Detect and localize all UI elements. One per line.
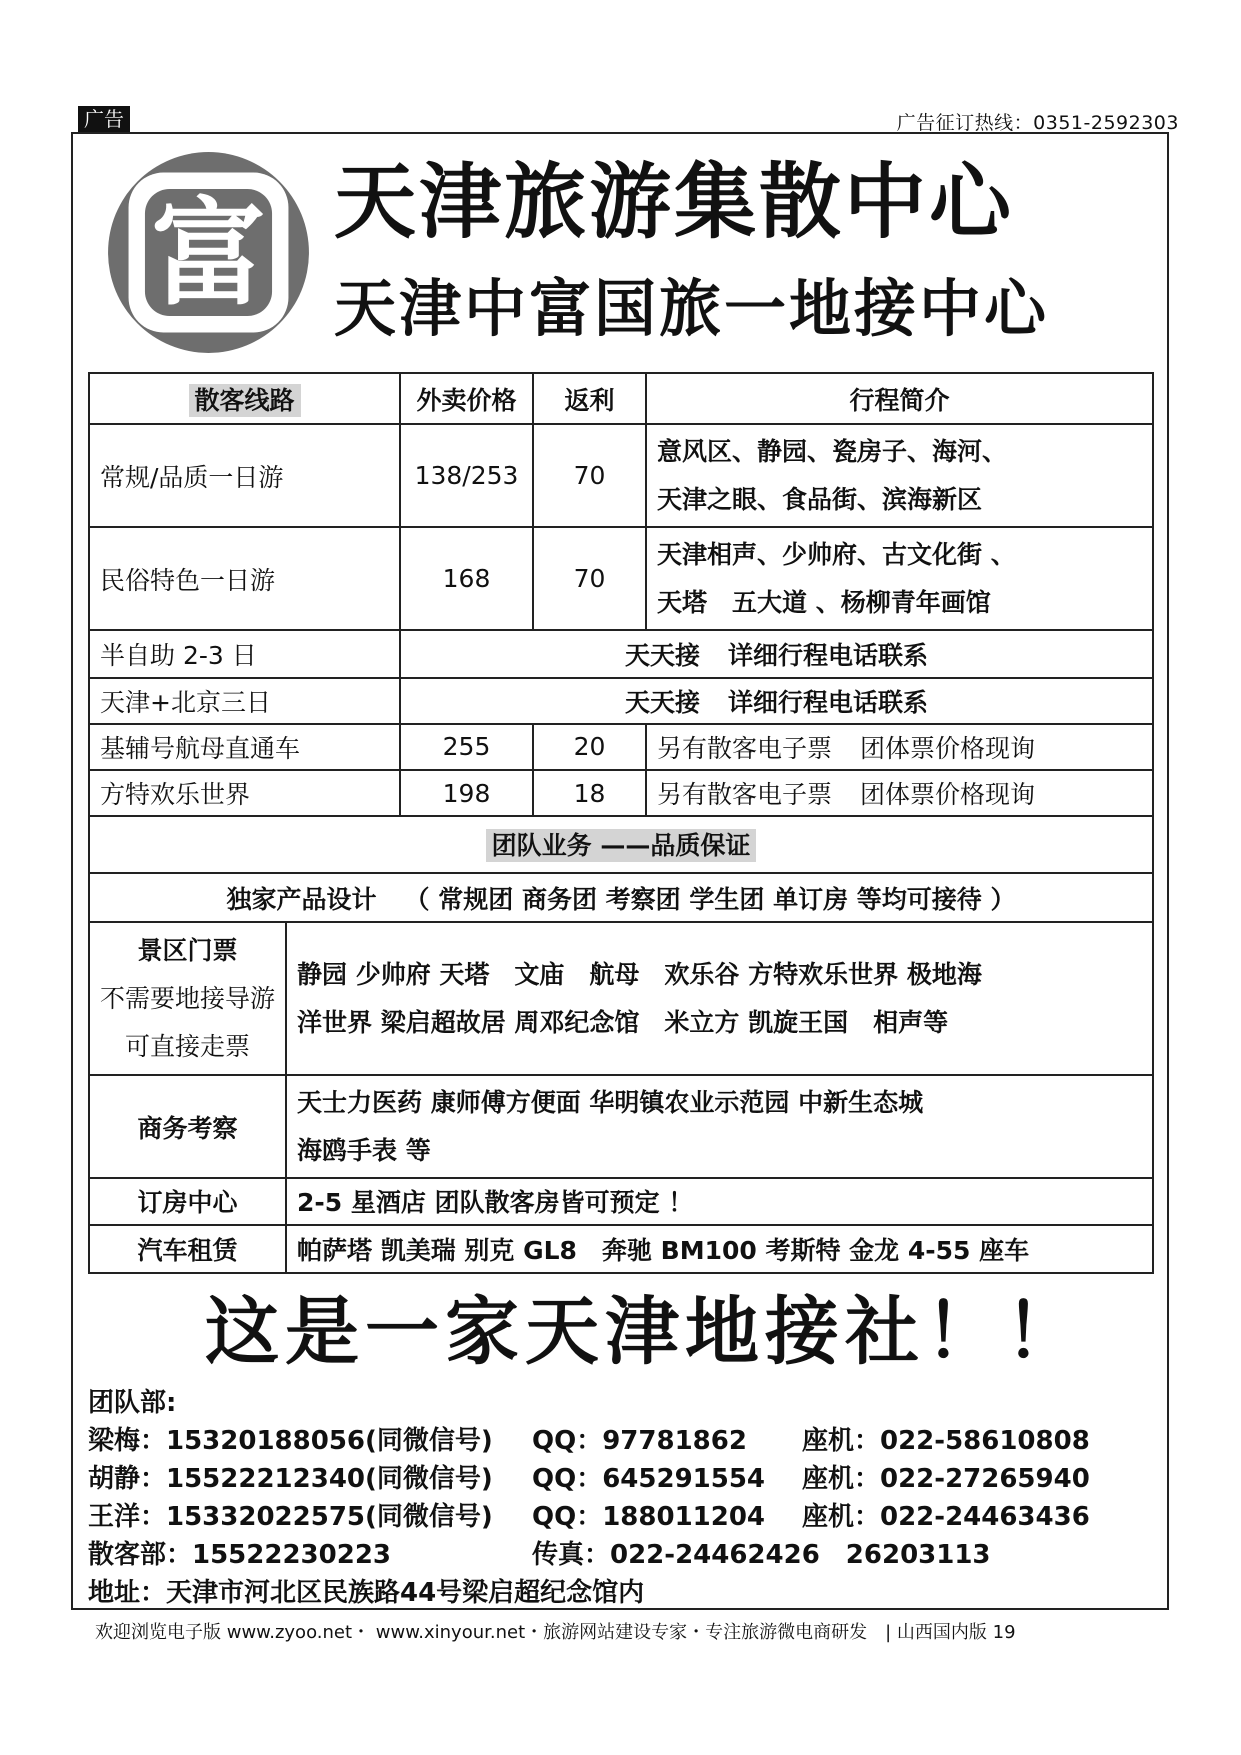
table-row bbox=[89, 724, 1153, 770]
table-row bbox=[89, 424, 1153, 527]
header-rebate: 返利 bbox=[533, 373, 646, 424]
route-merged-note: 天天接 详细行程电话联系 bbox=[400, 630, 1153, 677]
page-footer: 欢迎浏览电子版 www.zyoo.net・ www.xinyour.net・旅游网站建设专家・专注旅游微电商研发 | 山西国内版 19 bbox=[95, 1622, 1016, 1643]
route-note: 另有散客电子票 团体票价格现询 bbox=[646, 724, 1153, 770]
contact-row bbox=[88, 1498, 1158, 1536]
logo-char: 富 bbox=[151, 187, 266, 322]
contact-landline: 座机：022-27265940 bbox=[802, 1464, 1090, 1494]
ad-hotline: 广告征订热线：0351-2592303 bbox=[896, 112, 1179, 134]
contact-qq: QQ：97781862 bbox=[532, 1426, 747, 1456]
table-header-row bbox=[89, 373, 1153, 424]
section-label: 景区门票 不需要地接导游 可直接走票 bbox=[89, 922, 286, 1075]
contact-landline: 座机：022-58610808 bbox=[802, 1426, 1090, 1456]
section-label: 订房中心 bbox=[89, 1178, 286, 1224]
route-desc: 天津相声、少帅府、古文化街 、 天塔 五大道 、杨柳青年画馆 bbox=[646, 527, 1153, 630]
section-row bbox=[89, 1225, 1153, 1273]
header-price: 外卖价格 bbox=[400, 373, 533, 424]
route-name: 基辅号航母直通车 bbox=[89, 724, 400, 770]
route-note: 另有散客电子票 团体票价格现询 bbox=[646, 770, 1153, 816]
sub-title: 天津中富国旅一地接中心 bbox=[334, 272, 1050, 345]
contacts-block bbox=[88, 1384, 1158, 1612]
exclusive-design: 独家产品设计 （ 常规团 商务团 考察团 学生团 单订房 等均可接待 ） bbox=[89, 873, 1153, 922]
address: 地址：天津市河北区民族路44号梁启超纪念馆内 bbox=[88, 1578, 645, 1608]
tour-table bbox=[88, 372, 1154, 1274]
fax: 传真：022-24462426 26203113 bbox=[532, 1540, 991, 1570]
route-name: 民俗特色一日游 bbox=[89, 527, 400, 630]
route-price: 198 bbox=[400, 770, 533, 816]
section-label: 汽车租赁 bbox=[89, 1225, 286, 1273]
section-detail: 天士力医药 康师傅方便面 华明镇农业示范园 中新生态城 海鸥手表 等 bbox=[286, 1075, 1153, 1178]
section-detail: 静园 少帅府 天塔 文庙 航母 欢乐谷 方特欢乐世界 极地海 洋世界 梁启超故居 周邓纪念馆 米立方 凯旋王国 相声等 bbox=[286, 922, 1153, 1075]
route-desc: 意风区、静园、瓷房子、海河、 天津之眼、食品街、滨海新区 bbox=[646, 424, 1153, 527]
exclusive-row bbox=[89, 873, 1153, 922]
retail-row bbox=[88, 1536, 1158, 1574]
contact-mobile: 王洋：15332022575(同微信号) bbox=[88, 1502, 493, 1532]
table-row bbox=[89, 527, 1153, 630]
contact-landline: 座机：022-24463436 bbox=[802, 1502, 1090, 1532]
route-rebate: 70 bbox=[533, 424, 646, 527]
route-merged-note: 天天接 详细行程电话联系 bbox=[400, 678, 1153, 724]
route-rebate: 18 bbox=[533, 770, 646, 816]
route-name: 半自助 2-3 日 bbox=[89, 630, 400, 677]
contact-mobile: 梁梅：15320188056(同微信号) bbox=[88, 1426, 493, 1456]
team-heading: 团队业务 ——品质保证 bbox=[89, 816, 1153, 873]
ad-tag: 广告 bbox=[78, 106, 130, 132]
team-heading-row bbox=[89, 816, 1153, 873]
contacts-heading: 团队部: bbox=[88, 1388, 177, 1418]
route-price: 138/253 bbox=[400, 424, 533, 527]
header-route: 散客线路 bbox=[89, 373, 400, 424]
table-row bbox=[89, 630, 1153, 677]
table-row bbox=[89, 770, 1153, 816]
contact-qq: QQ：645291554 bbox=[532, 1464, 766, 1494]
route-name: 天津+北京三日 bbox=[89, 678, 400, 724]
retail-phone: 散客部：15522230223 bbox=[88, 1540, 391, 1570]
section-row bbox=[89, 1075, 1153, 1178]
contact-row bbox=[88, 1460, 1158, 1498]
section-detail: 帕萨塔 凯美瑞 别克 GL8 奔驰 BM100 考斯特 金龙 4-55 座车 bbox=[286, 1225, 1153, 1273]
route-rebate: 20 bbox=[533, 724, 646, 770]
section-detail: 2-5 星酒店 团队散客房皆可预定 ！ bbox=[286, 1178, 1153, 1224]
route-price: 255 bbox=[400, 724, 533, 770]
section-label: 商务考察 bbox=[89, 1075, 286, 1178]
route-name: 方特欢乐世界 bbox=[89, 770, 400, 816]
header-desc: 行程简介 bbox=[646, 373, 1153, 424]
route-rebate: 70 bbox=[533, 527, 646, 630]
company-logo bbox=[106, 150, 311, 355]
main-title: 天津旅游集散中心 bbox=[334, 155, 1015, 250]
route-name: 常规/品质一日游 bbox=[89, 424, 400, 527]
contact-mobile: 胡静：15522212340(同微信号) bbox=[88, 1464, 493, 1494]
table-row bbox=[89, 678, 1153, 724]
contact-qq: QQ：188011204 bbox=[532, 1502, 766, 1532]
section-row bbox=[89, 1178, 1153, 1224]
contact-row bbox=[88, 1422, 1158, 1460]
route-price: 168 bbox=[400, 527, 533, 630]
section-row bbox=[89, 922, 1153, 1075]
slogan: 这是一家天津地接社！！ bbox=[205, 1289, 1085, 1375]
